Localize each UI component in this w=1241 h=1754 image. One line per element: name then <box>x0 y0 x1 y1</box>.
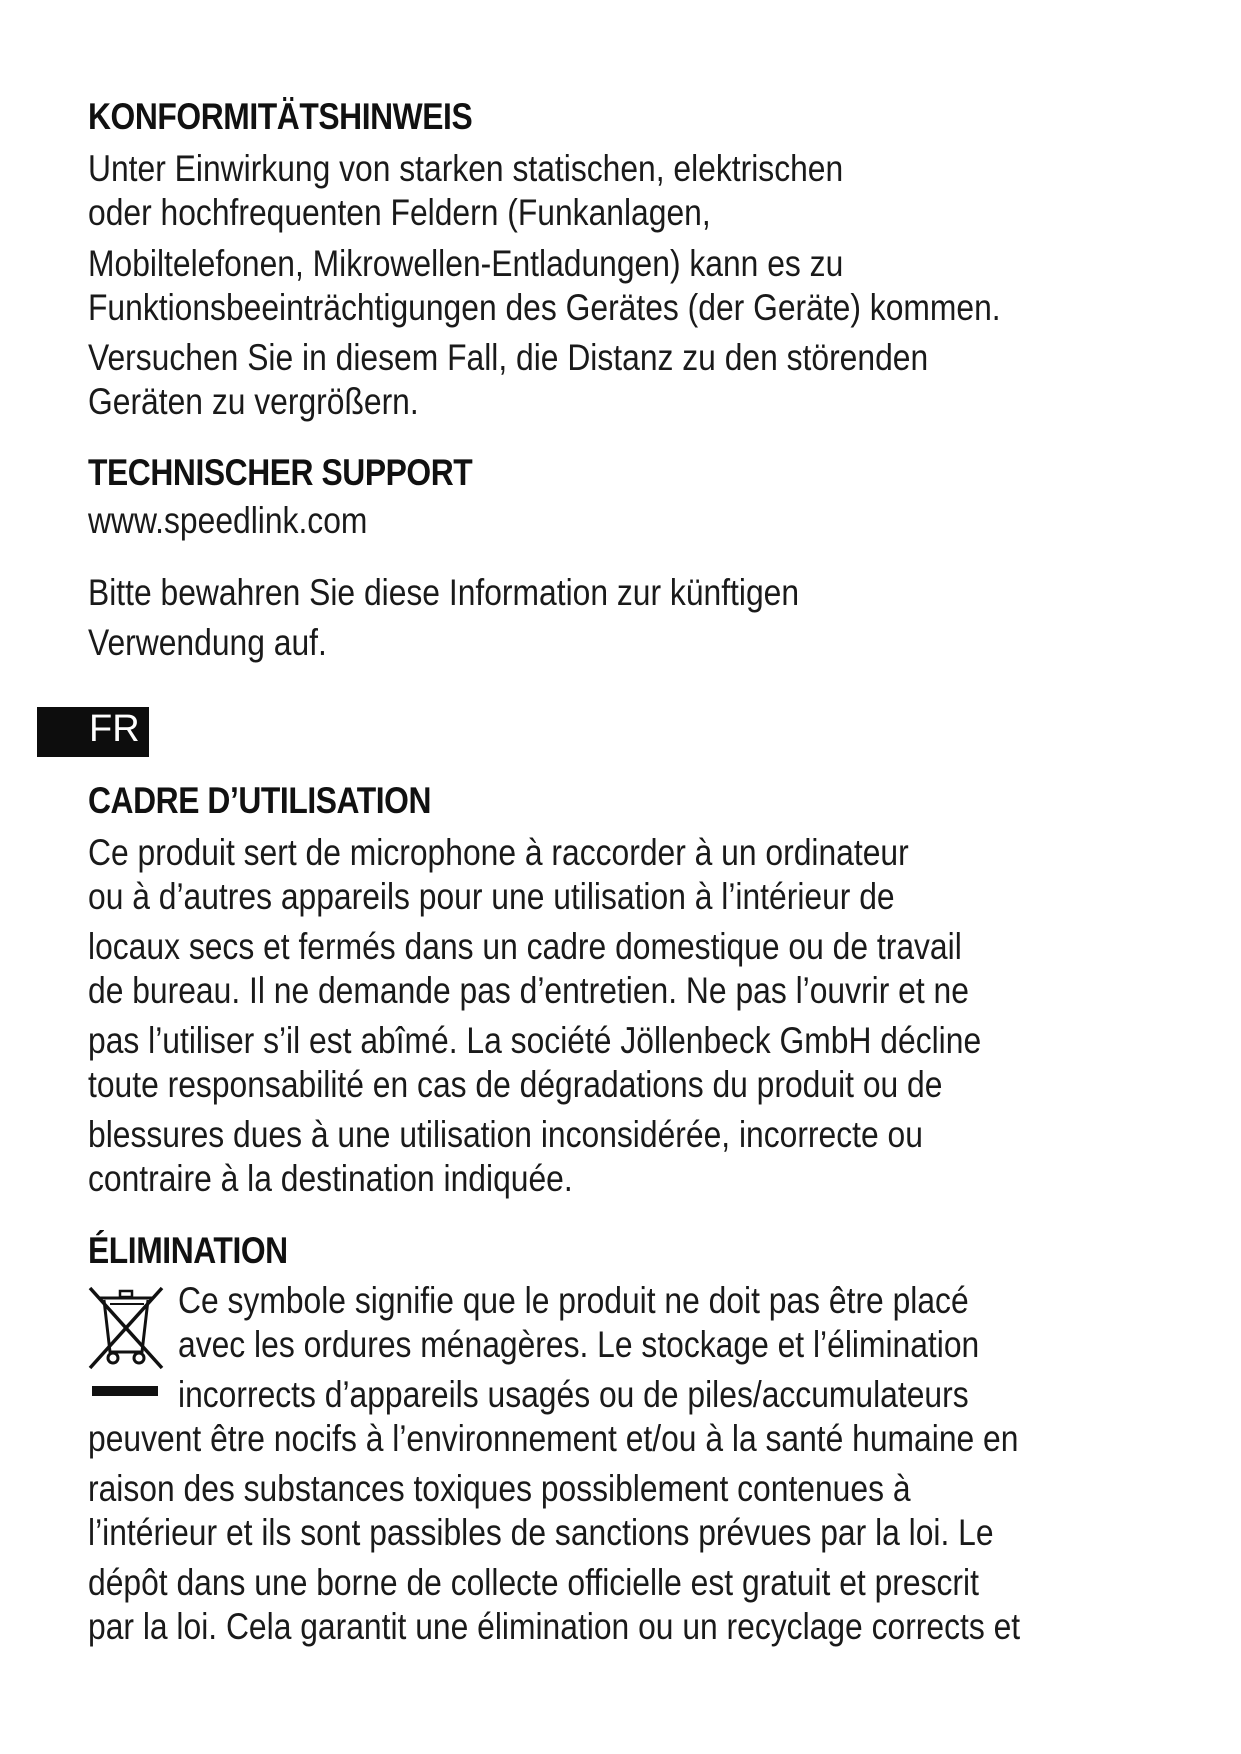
usage-line: pas l’utiliser s’il est abîmé. La société Jöllenbeck GmbH décline <box>88 1020 982 1061</box>
usage-line: Ce produit sert de microphone à raccorder à un ordinateur <box>88 832 909 873</box>
usage-line: contraire à la destination indiquée. <box>88 1158 573 1199</box>
disposal-line: l’intérieur et ils sont passibles de sanctions prévues par la loi. Le <box>88 1512 994 1553</box>
disposal-line: Ce symbole signifie que le produit ne doit pas être placé <box>178 1280 969 1321</box>
conformity-line: Unter Einwirkung von starken statischen, elektrischen <box>88 148 844 189</box>
usage-line: ou à d’autres appareils pour une utilisation à l’intérieur de <box>88 876 895 917</box>
disposal-line: avec les ordures ménagères. Le stockage et l’élimination <box>178 1324 980 1365</box>
conformity-line: Geräten zu vergrößern. <box>88 381 419 422</box>
disposal-line: incorrects d’appareils usagés ou de piles/accumulateurs <box>178 1374 969 1415</box>
support-url: www.speedlink.com <box>88 500 368 541</box>
disposal-line: par la loi. Cela garantit une élimination ou un recyclage corrects et <box>88 1606 1021 1647</box>
usage-line: blessures dues à une utilisation inconsidérée, incorrecte ou <box>88 1114 923 1155</box>
usage-line: toute responsabilité en cas de dégradations du produit ou de <box>88 1064 943 1105</box>
crossed-out-wheelie-bin-icon <box>86 1284 166 1400</box>
conformity-heading: KONFORMITÄTSHINWEIS <box>88 96 473 137</box>
support-line: Verwendung auf. <box>88 622 327 663</box>
conformity-line: Mobiltelefonen, Mikrowellen-Entladungen) kann es zu <box>88 243 844 284</box>
language-badge-label: FR <box>89 708 140 750</box>
disposal-line: raison des substances toxiques possiblement contenues à <box>88 1468 911 1509</box>
language-badge-fr <box>37 707 149 757</box>
disposal-line: dépôt dans une borne de collecte officielle est gratuit et prescrit <box>88 1562 979 1603</box>
disposal-line: peuvent être nocifs à l’environnement et/ou à la santé humaine en <box>88 1418 1019 1459</box>
usage-heading: CADRE D’UTILISATION <box>88 780 432 821</box>
conformity-line: Funktionsbeeinträchtigungen des Gerätes (der Geräte) kommen. <box>88 287 1001 328</box>
usage-line: locaux secs et fermés dans un cadre domestique ou de travail <box>88 926 962 967</box>
conformity-line: Versuchen Sie in diesem Fall, die Distanz zu den störenden <box>88 337 929 378</box>
usage-line: de bureau. Il ne demande pas d’entretien. Ne pas l’ouvrir et ne <box>88 970 969 1011</box>
conformity-line: oder hochfrequenten Feldern (Funkanlagen, <box>88 192 711 233</box>
support-heading: TECHNISCHER SUPPORT <box>88 452 473 493</box>
support-line: Bitte bewahren Sie diese Information zur künftigen <box>88 572 800 613</box>
disposal-heading: ÉLIMINATION <box>88 1230 288 1271</box>
